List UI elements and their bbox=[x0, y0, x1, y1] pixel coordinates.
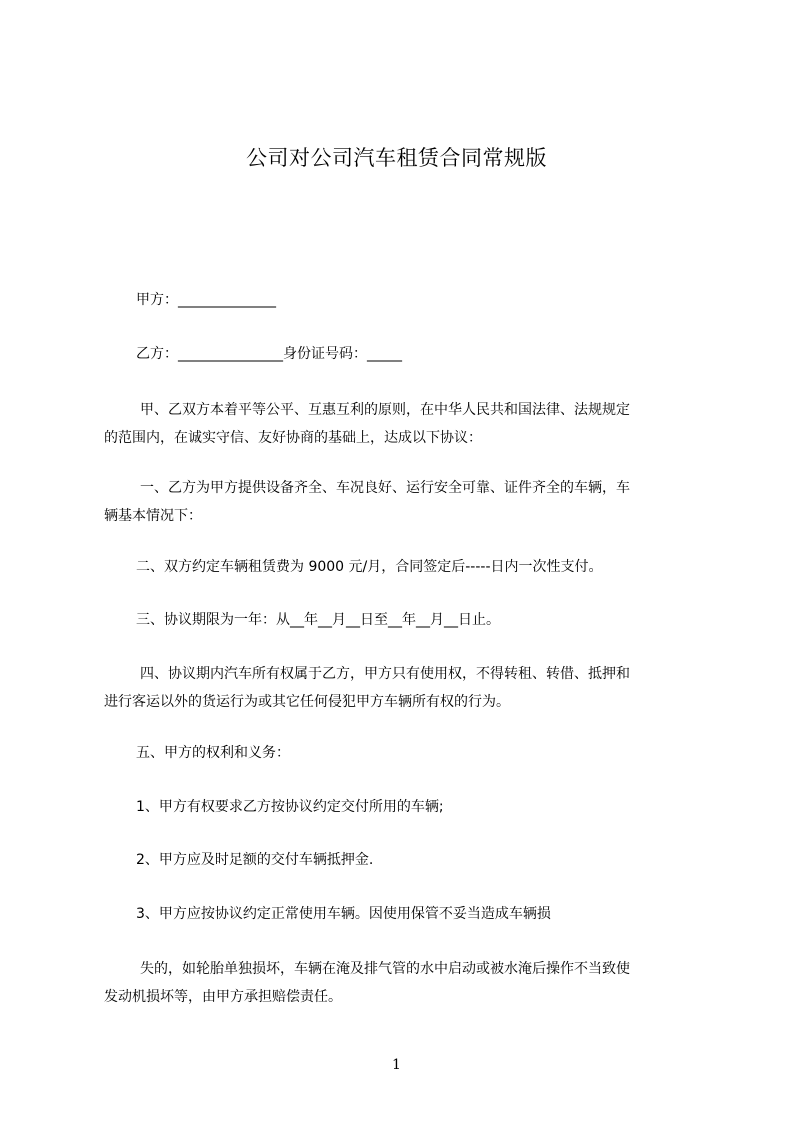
clause-1-line-1: 一、乙方为甲方提供设备齐全、车况良好、运行安全可靠、证件齐全的车辆，车 bbox=[140, 480, 630, 496]
party-b-line: 乙方：_______________身份证号码：_____ bbox=[136, 346, 402, 362]
page-number: 1 bbox=[392, 1057, 401, 1073]
clause-4-line-1: 四、协议期内汽车所有权属于乙方，甲方只有使用权，不得转租、转借、抵押和 bbox=[140, 666, 630, 682]
clause-5-heading: 五、甲方的权利和义务： bbox=[136, 745, 290, 761]
clause-1-paragraph bbox=[104, 474, 704, 530]
clause-5-item-3-continued bbox=[104, 955, 704, 1011]
clause-4-paragraph bbox=[104, 660, 704, 716]
clause-5-item-2: 2、甲方应及时足额的交付车辆抵押金. bbox=[136, 852, 374, 868]
clause-2-line: 二、双方约定车辆租赁费为 9000 元/月，合同签定后-----日内一次性支付。 bbox=[136, 559, 603, 575]
preamble-line-1: 甲、乙双方本着平等公平、互惠互利的原则，在中华人民共和国法律、法规规定 bbox=[140, 402, 630, 418]
document-title: 公司对公司汽车租赁合同常规版 bbox=[246, 146, 547, 170]
party-a-line: 甲方：______________ bbox=[136, 292, 276, 308]
clause-4-line-2: 进行客运以外的货运行为或其它任何侵犯甲方车辆所有权的行为。 bbox=[104, 694, 510, 710]
item-3-cont-line-2: 发动机损坏等，由甲方承担赔偿责任。 bbox=[104, 989, 342, 1005]
clause-3-line: 三、协议期限为一年：从__年__月__日至__年__月__日止。 bbox=[136, 612, 500, 628]
preamble-paragraph bbox=[104, 396, 704, 452]
clause-1-line-2: 辆基本情况下： bbox=[104, 508, 202, 524]
item-3-cont-line-1: 失的，如轮胎单独损坏，车辆在淹及排气管的水中启动或被水淹后操作不当致使 bbox=[140, 961, 630, 977]
clause-5-item-3: 3、甲方应按协议约定正常使用车辆。因使用保管不妥当造成车辆损 bbox=[136, 906, 551, 922]
preamble-line-2: 的范围内，在诚实守信、友好协商的基础上，达成以下协议： bbox=[104, 430, 482, 446]
clause-5-item-1: 1、甲方有权要求乙方按协议约定交付所用的车辆; bbox=[136, 799, 444, 815]
